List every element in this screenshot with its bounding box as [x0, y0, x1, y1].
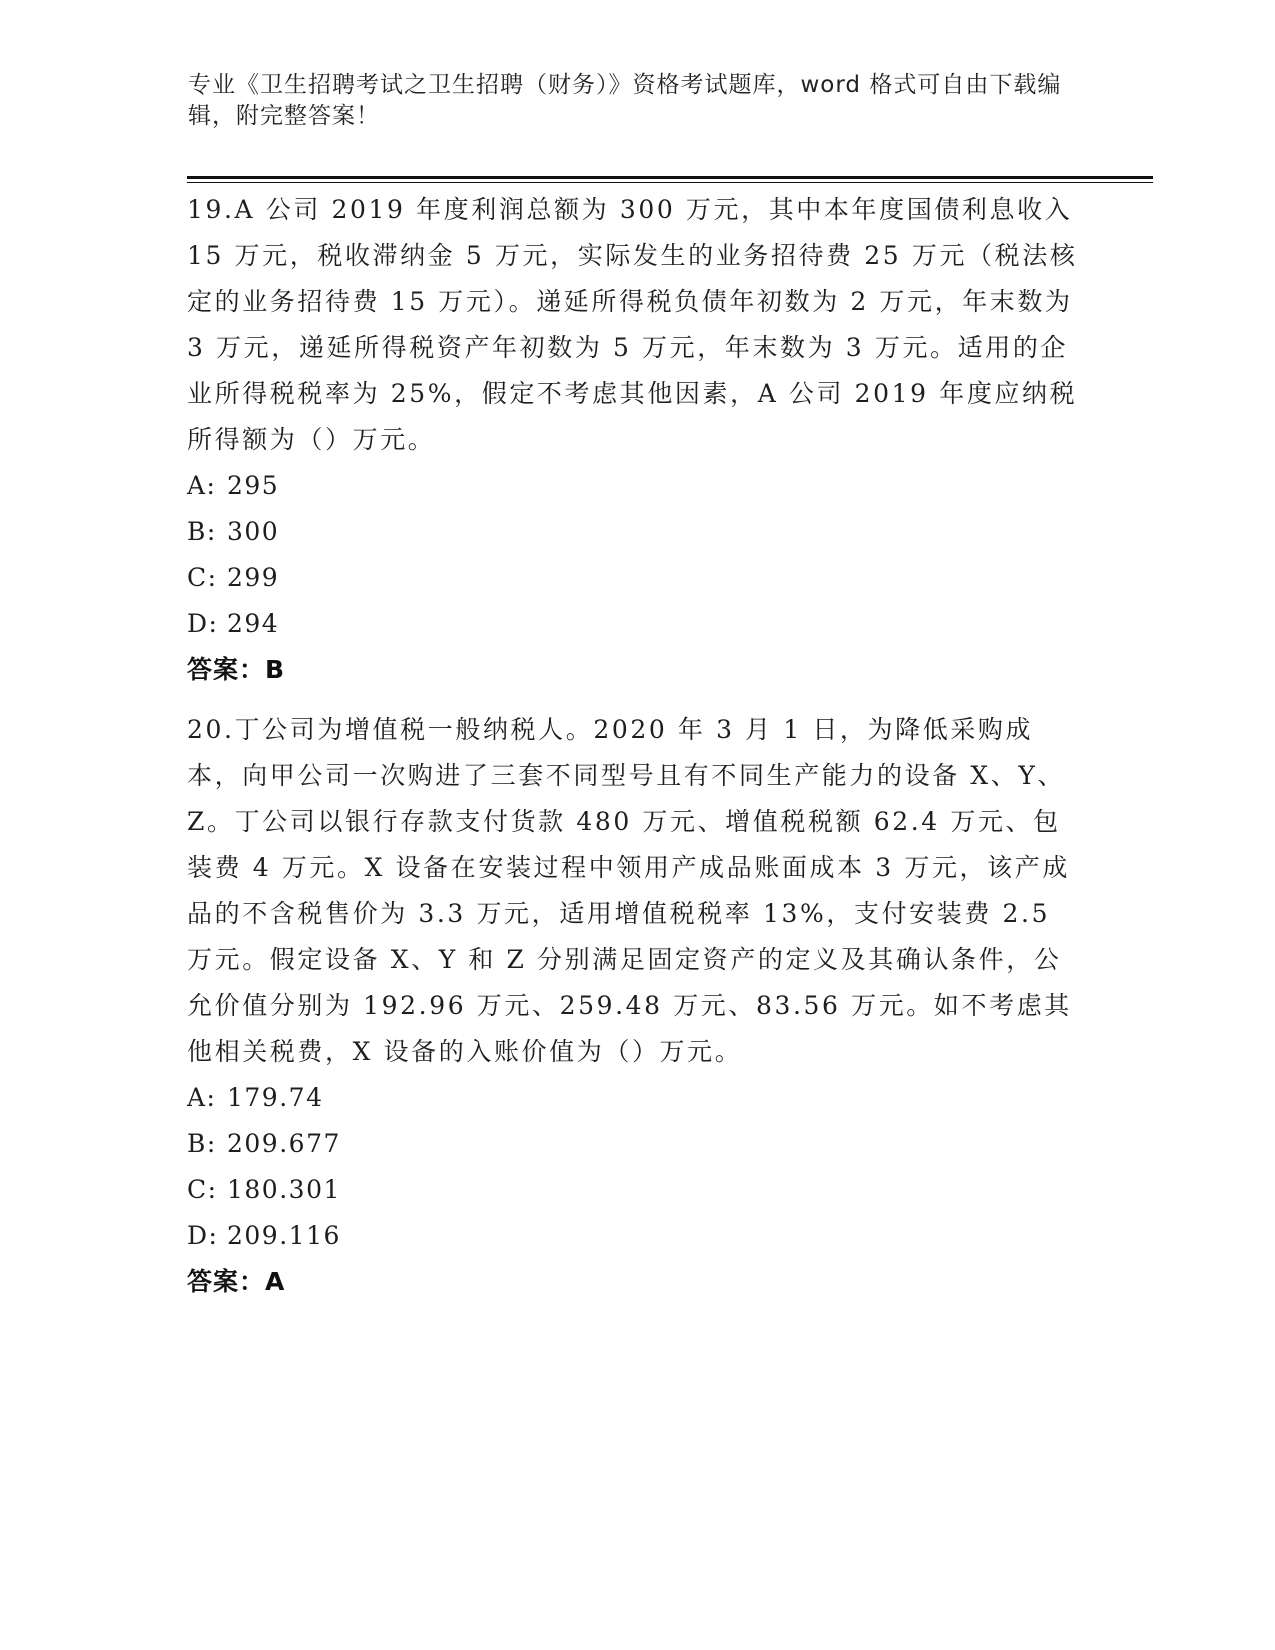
document-header: 专业《卫生招聘考试之卫生招聘（财务）》资格考试题库，word 格式可自由下载编辑，附完整答案！ [188, 72, 1062, 129]
option-value: 180.301 [227, 1175, 341, 1204]
option-letter: D: [187, 1221, 219, 1250]
answer-label: 答案：A [187, 1267, 286, 1296]
option-b [187, 1121, 1087, 1167]
option-letter: C: [187, 563, 218, 592]
option-value: 300 [227, 517, 280, 546]
option-list [187, 463, 1087, 647]
option-letter: A: [187, 471, 217, 500]
option-value: 179.74 [227, 1083, 324, 1112]
option-c [187, 1167, 1087, 1213]
option-value: 295 [227, 471, 280, 500]
option-value: 294 [227, 609, 280, 638]
option-letter: B: [187, 1129, 217, 1158]
question-stem: 20.丁公司为增值税一般纳税人。2020 年 3 月 1 日，为降低采购成本，向甲公司一次购进了三套不同型号且有不同生产能力的设备 X、Y、Z。丁公司以银行存款支付货款 480 万元、增值税税额 62.4 万元、包装费 4 万元。X 设备在安装过程中领用产成品账面成本 3 万元，该产成品的不含税售价为 3.3 万元，适用增值税税率 13%，支付安装费 2.5 万元。假定设备 X、Y 和 Z 分别满足固定资产的定义及其确认条件，公允价值分别为 192.96 万元、259.48 万元、83.56 万元。如不考虑其他相关税费，X 设备的入账价值为（）万元。 [187, 715, 1072, 1066]
option-b [187, 509, 1087, 555]
option-letter: A: [187, 1083, 217, 1112]
option-a [187, 463, 1087, 509]
option-value: 209.677 [227, 1129, 341, 1158]
option-letter: C: [187, 1175, 218, 1204]
option-c [187, 555, 1087, 601]
question-stem: 19.A 公司 2019 年度利润总额为 300 万元，其中本年度国债利息收入 15 万元，税收滞纳金 5 万元，实际发生的业务招待费 25 万元（税法核定的业务招待费 15 万元）。递延所得税负债年初数为 2 万元，年末数为 3 万元，递延所得税资产年初数为 5 万元，年末数为 3 万元。适用的企业所得税税率为 25%，假定不考虑其他因素，A 公司 2019 年度应纳税所得额为（）万元。 [187, 195, 1078, 454]
option-a [187, 1075, 1087, 1121]
header-rule-thin [187, 182, 1153, 183]
question-20 [187, 707, 1087, 1305]
option-letter: B: [187, 517, 217, 546]
header-rule-thick [187, 176, 1153, 179]
option-value: 299 [227, 563, 280, 592]
option-d [187, 601, 1087, 647]
option-value: 209.116 [227, 1221, 341, 1250]
option-letter: D: [187, 609, 219, 638]
answer-label: 答案：B [187, 655, 286, 684]
option-list [187, 1075, 1087, 1259]
option-d [187, 1213, 1087, 1259]
question-19 [187, 187, 1087, 693]
